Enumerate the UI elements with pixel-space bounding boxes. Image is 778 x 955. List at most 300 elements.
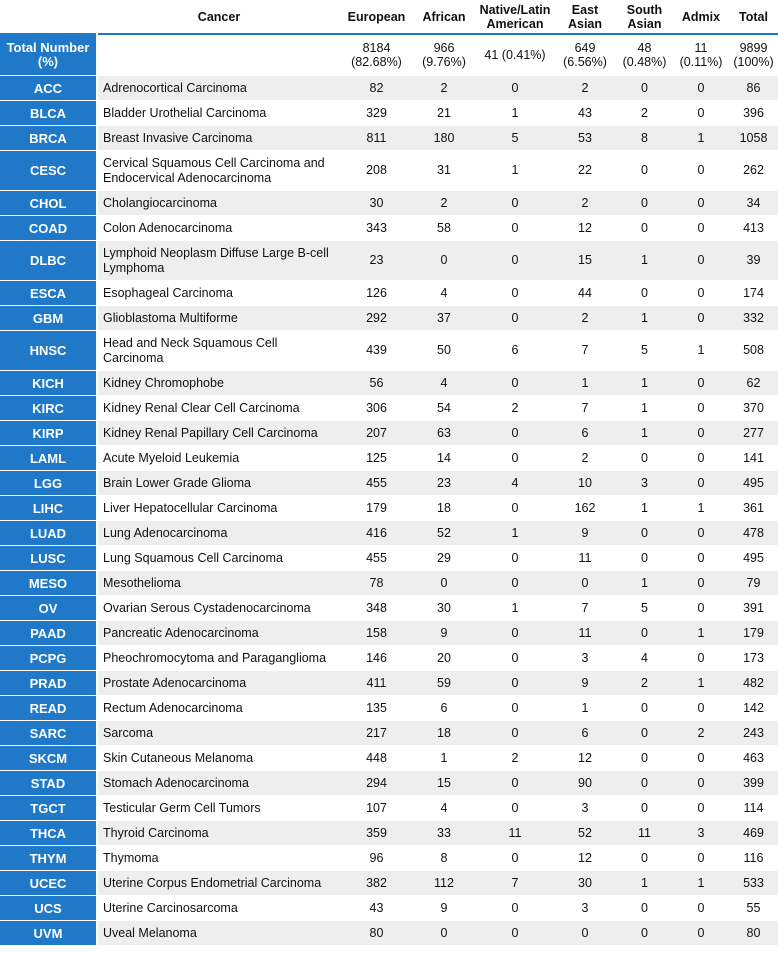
cancer-code: THYM	[0, 846, 97, 871]
cell-native-latin-american: 0	[476, 721, 554, 746]
cell-east-asian: 1	[554, 371, 616, 396]
cell-admix: 0	[673, 846, 729, 871]
cell-total: 482	[729, 671, 778, 696]
cell-native-latin-american: 0	[476, 446, 554, 471]
cancer-code: LGG	[0, 471, 97, 496]
header-total: Total	[729, 0, 778, 34]
cell-south-asian: 0	[616, 796, 673, 821]
cancer-code: ESCA	[0, 281, 97, 306]
cell-african: 4	[412, 371, 476, 396]
header-row	[0, 0, 778, 34]
table-row	[0, 471, 778, 496]
cell-african: 30	[412, 596, 476, 621]
total-total: 9899 (100%)	[729, 34, 778, 76]
cancer-name: Brain Lower Grade Glioma	[97, 471, 341, 496]
table-row	[0, 306, 778, 331]
cell-south-asian: 0	[616, 546, 673, 571]
cell-south-asian: 2	[616, 101, 673, 126]
table-row	[0, 371, 778, 396]
cell-total: 413	[729, 216, 778, 241]
cell-east-asian: 43	[554, 101, 616, 126]
cell-east-asian: 44	[554, 281, 616, 306]
cell-south-asian: 1	[616, 371, 673, 396]
cell-east-asian: 90	[554, 771, 616, 796]
cell-european: 811	[341, 126, 412, 151]
cell-east-asian: 6	[554, 721, 616, 746]
cancer-name: Testicular Germ Cell Tumors	[97, 796, 341, 821]
cell-european: 179	[341, 496, 412, 521]
cell-east-asian: 6	[554, 421, 616, 446]
table-row	[0, 281, 778, 306]
cell-admix: 0	[673, 921, 729, 946]
cell-south-asian: 5	[616, 596, 673, 621]
cell-african: 37	[412, 306, 476, 331]
cell-european: 448	[341, 746, 412, 771]
cell-european: 382	[341, 871, 412, 896]
cell-african: 1	[412, 746, 476, 771]
cell-european: 455	[341, 471, 412, 496]
cell-south-asian: 1	[616, 571, 673, 596]
table-row	[0, 446, 778, 471]
cell-south-asian: 0	[616, 721, 673, 746]
cell-african: 0	[412, 921, 476, 946]
cancer-code: HNSC	[0, 331, 97, 371]
cell-east-asian: 22	[554, 151, 616, 191]
cell-african: 52	[412, 521, 476, 546]
cell-south-asian: 1	[616, 871, 673, 896]
cell-admix: 0	[673, 281, 729, 306]
cancer-name: Breast Invasive Carcinoma	[97, 126, 341, 151]
cell-african: 9	[412, 621, 476, 646]
header-east-asian: East Asian	[554, 0, 616, 34]
table-row	[0, 596, 778, 621]
table-row	[0, 241, 778, 281]
cell-european: 439	[341, 331, 412, 371]
cell-south-asian: 0	[616, 696, 673, 721]
cell-native-latin-american: 2	[476, 396, 554, 421]
cell-admix: 1	[673, 331, 729, 371]
cell-total: 533	[729, 871, 778, 896]
cell-total: 361	[729, 496, 778, 521]
cell-native-latin-american: 5	[476, 126, 554, 151]
cell-south-asian: 0	[616, 921, 673, 946]
table-row	[0, 521, 778, 546]
cell-african: 50	[412, 331, 476, 371]
cell-admix: 0	[673, 596, 729, 621]
cell-native-latin-american: 11	[476, 821, 554, 846]
cell-native-latin-american: 1	[476, 151, 554, 191]
table-row	[0, 846, 778, 871]
cell-african: 4	[412, 796, 476, 821]
cancer-name: Liver Hepatocellular Carcinoma	[97, 496, 341, 521]
cell-south-asian: 1	[616, 306, 673, 331]
total-number-label: Total Number (%)	[0, 34, 97, 76]
cell-african: 23	[412, 471, 476, 496]
cell-south-asian: 3	[616, 471, 673, 496]
cell-european: 107	[341, 796, 412, 821]
total-number-row	[0, 34, 778, 76]
cell-european: 30	[341, 191, 412, 216]
cell-european: 455	[341, 546, 412, 571]
cancer-name: Acute Myeloid Leukemia	[97, 446, 341, 471]
cell-admix: 1	[673, 126, 729, 151]
cell-total: 34	[729, 191, 778, 216]
cell-african: 15	[412, 771, 476, 796]
cancer-code: KIRP	[0, 421, 97, 446]
cell-admix: 0	[673, 446, 729, 471]
cell-admix: 0	[673, 546, 729, 571]
cell-native-latin-american: 1	[476, 521, 554, 546]
cell-native-latin-american: 0	[476, 191, 554, 216]
cancer-name: Colon Adenocarcinoma	[97, 216, 341, 241]
cancer-code: LUAD	[0, 521, 97, 546]
cell-east-asian: 10	[554, 471, 616, 496]
cell-native-latin-american: 0	[476, 846, 554, 871]
cell-east-asian: 7	[554, 396, 616, 421]
cancer-name: Uveal Melanoma	[97, 921, 341, 946]
cell-admix: 0	[673, 746, 729, 771]
cell-african: 63	[412, 421, 476, 446]
cell-south-asian: 0	[616, 521, 673, 546]
cell-east-asian: 3	[554, 796, 616, 821]
cell-native-latin-american: 0	[476, 371, 554, 396]
cancer-name: Prostate Adenocarcinoma	[97, 671, 341, 696]
cell-south-asian: 0	[616, 281, 673, 306]
cell-east-asian: 162	[554, 496, 616, 521]
header-cancer: Cancer	[97, 0, 341, 34]
cell-east-asian: 2	[554, 306, 616, 331]
cell-native-latin-american: 4	[476, 471, 554, 496]
cell-native-latin-american: 0	[476, 216, 554, 241]
cell-south-asian: 0	[616, 191, 673, 216]
cell-admix: 0	[673, 101, 729, 126]
cancer-code: KIRC	[0, 396, 97, 421]
cell-european: 146	[341, 646, 412, 671]
cancer-name: Kidney Renal Clear Cell Carcinoma	[97, 396, 341, 421]
cell-total: 141	[729, 446, 778, 471]
cell-native-latin-american: 0	[476, 771, 554, 796]
cancer-code: DLBC	[0, 241, 97, 281]
cancer-name: Skin Cutaneous Melanoma	[97, 746, 341, 771]
table-row	[0, 796, 778, 821]
cancer-code: GBM	[0, 306, 97, 331]
cell-native-latin-american: 0	[476, 621, 554, 646]
total-south-asian: 48 (0.48%)	[616, 34, 673, 76]
cell-total: 370	[729, 396, 778, 421]
cell-total: 86	[729, 76, 778, 101]
cell-native-latin-american: 0	[476, 671, 554, 696]
cell-native-latin-american: 0	[476, 421, 554, 446]
cell-european: 329	[341, 101, 412, 126]
table-row	[0, 821, 778, 846]
cell-south-asian: 0	[616, 216, 673, 241]
cell-east-asian: 30	[554, 871, 616, 896]
cell-south-asian: 0	[616, 771, 673, 796]
cell-african: 31	[412, 151, 476, 191]
cell-total: 262	[729, 151, 778, 191]
cancer-code: BRCA	[0, 126, 97, 151]
cell-east-asian: 12	[554, 216, 616, 241]
cell-european: 80	[341, 921, 412, 946]
table-row	[0, 76, 778, 101]
cell-south-asian: 1	[616, 241, 673, 281]
total-african: 966 (9.76%)	[412, 34, 476, 76]
cancer-name: Cholangiocarcinoma	[97, 191, 341, 216]
cancer-name: Esophageal Carcinoma	[97, 281, 341, 306]
cancer-code: PAAD	[0, 621, 97, 646]
cancer-code: UCEC	[0, 871, 97, 896]
cell-total: 478	[729, 521, 778, 546]
cancer-name: Lymphoid Neoplasm Diffuse Large B-cell Lymphoma	[97, 241, 341, 281]
cancer-name: Sarcoma	[97, 721, 341, 746]
cell-european: 359	[341, 821, 412, 846]
table-row	[0, 571, 778, 596]
cell-african: 112	[412, 871, 476, 896]
cancer-name: Mesothelioma	[97, 571, 341, 596]
cell-east-asian: 3	[554, 646, 616, 671]
table-row	[0, 646, 778, 671]
cell-total: 80	[729, 921, 778, 946]
cell-total: 114	[729, 796, 778, 821]
cancer-name: Head and Neck Squamous Cell Carcinoma	[97, 331, 341, 371]
cell-total: 55	[729, 896, 778, 921]
cell-admix: 3	[673, 821, 729, 846]
cancer-code: STAD	[0, 771, 97, 796]
cell-african: 54	[412, 396, 476, 421]
cell-native-latin-american: 0	[476, 696, 554, 721]
cancer-name: Kidney Renal Papillary Cell Carcinoma	[97, 421, 341, 446]
table-row	[0, 671, 778, 696]
cell-south-asian: 0	[616, 76, 673, 101]
cell-native-latin-american: 0	[476, 76, 554, 101]
cell-european: 416	[341, 521, 412, 546]
cell-total: 463	[729, 746, 778, 771]
cancer-code: LUSC	[0, 546, 97, 571]
table-row	[0, 721, 778, 746]
cancer-code: THCA	[0, 821, 97, 846]
cancer-name: Uterine Corpus Endometrial Carcinoma	[97, 871, 341, 896]
cell-admix: 0	[673, 421, 729, 446]
cell-european: 343	[341, 216, 412, 241]
cancer-name: Pancreatic Adenocarcinoma	[97, 621, 341, 646]
cell-african: 6	[412, 696, 476, 721]
cell-european: 43	[341, 896, 412, 921]
cell-native-latin-american: 0	[476, 241, 554, 281]
cell-east-asian: 2	[554, 76, 616, 101]
table-row	[0, 896, 778, 921]
cell-european: 78	[341, 571, 412, 596]
cancer-code: PRAD	[0, 671, 97, 696]
cell-admix: 0	[673, 471, 729, 496]
cell-east-asian: 9	[554, 671, 616, 696]
cell-native-latin-american: 0	[476, 921, 554, 946]
cell-total: 142	[729, 696, 778, 721]
table-row	[0, 696, 778, 721]
table-row	[0, 216, 778, 241]
cell-south-asian: 11	[616, 821, 673, 846]
cell-native-latin-american: 1	[476, 101, 554, 126]
table-row	[0, 151, 778, 191]
cancer-name: Adrenocortical Carcinoma	[97, 76, 341, 101]
cell-south-asian: 1	[616, 396, 673, 421]
cell-european: 217	[341, 721, 412, 746]
cell-admix: 0	[673, 306, 729, 331]
cancer-code: UVM	[0, 921, 97, 946]
cancer-code: KICH	[0, 371, 97, 396]
cancer-code: LIHC	[0, 496, 97, 521]
cell-total: 332	[729, 306, 778, 331]
cell-african: 33	[412, 821, 476, 846]
cell-east-asian: 1	[554, 696, 616, 721]
cell-african: 0	[412, 571, 476, 596]
cell-native-latin-american: 0	[476, 896, 554, 921]
cancer-name: Thymoma	[97, 846, 341, 871]
cell-admix: 0	[673, 241, 729, 281]
cell-south-asian: 5	[616, 331, 673, 371]
cell-admix: 0	[673, 896, 729, 921]
table-row	[0, 746, 778, 771]
header-european: European	[341, 0, 412, 34]
cancer-name: Bladder Urothelial Carcinoma	[97, 101, 341, 126]
cancer-code: LAML	[0, 446, 97, 471]
table-row	[0, 331, 778, 371]
table-row	[0, 546, 778, 571]
cell-admix: 1	[673, 621, 729, 646]
cell-south-asian: 8	[616, 126, 673, 151]
cancer-name: Thyroid Carcinoma	[97, 821, 341, 846]
header-blank	[0, 0, 97, 34]
cell-admix: 0	[673, 191, 729, 216]
cell-south-asian: 1	[616, 421, 673, 446]
cancer-code: PCPG	[0, 646, 97, 671]
cell-admix: 0	[673, 76, 729, 101]
cell-african: 4	[412, 281, 476, 306]
cancer-code: CESC	[0, 151, 97, 191]
cell-european: 158	[341, 621, 412, 646]
cancer-code: COAD	[0, 216, 97, 241]
cell-east-asian: 2	[554, 191, 616, 216]
cell-admix: 0	[673, 771, 729, 796]
cancer-name: Ovarian Serous Cystadenocarcinoma	[97, 596, 341, 621]
cell-native-latin-american: 0	[476, 796, 554, 821]
cell-european: 306	[341, 396, 412, 421]
cancer-code: BLCA	[0, 101, 97, 126]
cell-african: 20	[412, 646, 476, 671]
cell-african: 29	[412, 546, 476, 571]
table-row	[0, 126, 778, 151]
cell-total: 508	[729, 331, 778, 371]
cell-total: 179	[729, 621, 778, 646]
cell-east-asian: 12	[554, 846, 616, 871]
cell-total: 495	[729, 546, 778, 571]
cancer-name: Glioblastoma Multiforme	[97, 306, 341, 331]
cell-east-asian: 3	[554, 896, 616, 921]
cell-south-asian: 0	[616, 621, 673, 646]
total-number-blank	[97, 34, 341, 76]
cell-european: 23	[341, 241, 412, 281]
cell-admix: 0	[673, 521, 729, 546]
cell-african: 18	[412, 496, 476, 521]
cancer-code: MESO	[0, 571, 97, 596]
cell-european: 208	[341, 151, 412, 191]
cell-african: 9	[412, 896, 476, 921]
table-row	[0, 496, 778, 521]
table-row	[0, 396, 778, 421]
cell-admix: 0	[673, 371, 729, 396]
cell-east-asian: 12	[554, 746, 616, 771]
cell-european: 411	[341, 671, 412, 696]
header-african: African	[412, 0, 476, 34]
cell-total: 396	[729, 101, 778, 126]
cell-native-latin-american: 0	[476, 646, 554, 671]
cell-african: 180	[412, 126, 476, 151]
cell-east-asian: 2	[554, 446, 616, 471]
cancer-code: OV	[0, 596, 97, 621]
cancer-name: Cervical Squamous Cell Carcinoma and Endocervical Adenocarcinoma	[97, 151, 341, 191]
header-admix: Admix	[673, 0, 729, 34]
cell-east-asian: 7	[554, 331, 616, 371]
cancer-code: ACC	[0, 76, 97, 101]
table-row	[0, 421, 778, 446]
cell-european: 294	[341, 771, 412, 796]
cell-south-asian: 2	[616, 671, 673, 696]
cell-european: 135	[341, 696, 412, 721]
cell-south-asian: 4	[616, 646, 673, 671]
table-row	[0, 191, 778, 216]
cell-east-asian: 0	[554, 571, 616, 596]
cell-african: 14	[412, 446, 476, 471]
cell-total: 79	[729, 571, 778, 596]
cell-african: 59	[412, 671, 476, 696]
cancer-code: UCS	[0, 896, 97, 921]
cell-total: 469	[729, 821, 778, 846]
cell-european: 126	[341, 281, 412, 306]
cell-south-asian: 1	[616, 496, 673, 521]
cell-native-latin-american: 2	[476, 746, 554, 771]
cancer-code: CHOL	[0, 191, 97, 216]
cell-admix: 1	[673, 871, 729, 896]
cell-south-asian: 0	[616, 896, 673, 921]
cancer-name: Pheochromocytoma and Paraganglioma	[97, 646, 341, 671]
cancer-name: Kidney Chromophobe	[97, 371, 341, 396]
cell-native-latin-american: 0	[476, 306, 554, 331]
cancer-name: Lung Adenocarcinoma	[97, 521, 341, 546]
cell-european: 82	[341, 76, 412, 101]
cell-admix: 1	[673, 671, 729, 696]
cancer-code: SARC	[0, 721, 97, 746]
cell-admix: 0	[673, 646, 729, 671]
cell-east-asian: 11	[554, 546, 616, 571]
cell-total: 62	[729, 371, 778, 396]
cell-european: 125	[341, 446, 412, 471]
cell-total: 39	[729, 241, 778, 281]
cell-african: 21	[412, 101, 476, 126]
total-admix: 11 (0.11%)	[673, 34, 729, 76]
cell-admix: 2	[673, 721, 729, 746]
total-east-asian: 649 (6.56%)	[554, 34, 616, 76]
cell-african: 2	[412, 191, 476, 216]
cell-south-asian: 0	[616, 746, 673, 771]
cell-east-asian: 9	[554, 521, 616, 546]
cell-east-asian: 11	[554, 621, 616, 646]
cell-total: 399	[729, 771, 778, 796]
table-row	[0, 921, 778, 946]
header-native-latin-american: Native/Latin American	[476, 0, 554, 34]
cell-east-asian: 15	[554, 241, 616, 281]
cancer-name: Lung Squamous Cell Carcinoma	[97, 546, 341, 571]
cell-admix: 0	[673, 696, 729, 721]
cell-admix: 0	[673, 571, 729, 596]
